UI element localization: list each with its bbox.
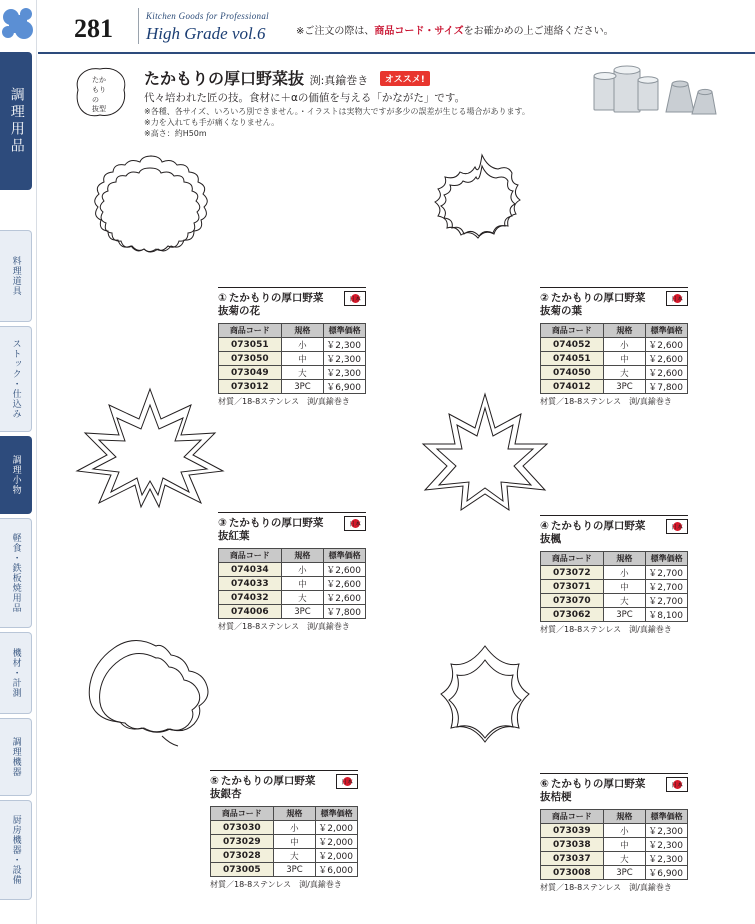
cell-size: 3PC [281, 605, 324, 619]
product-rule [540, 287, 688, 288]
sidebar-item-stock-prep[interactable] [0, 326, 32, 432]
th-price: 標準価格 [324, 549, 366, 563]
cell-price: ￥2,300 [324, 338, 366, 352]
product-shape-chrysanthemum-leaf [390, 150, 570, 290]
cell-price: ￥2,600 [646, 352, 688, 366]
cell-size: 大 [281, 591, 324, 605]
th-size: 規格 [281, 324, 324, 338]
svg-text:の: の [92, 96, 99, 104]
cell-price: ￥2,300 [646, 824, 688, 838]
cell-size: 中 [281, 352, 324, 366]
table-row [219, 563, 366, 577]
page-number: 281 [74, 14, 113, 43]
cell-code: 073071 [541, 580, 604, 594]
product-photo [580, 62, 720, 128]
th-price: 標準価格 [646, 810, 688, 824]
spec-table-2 [540, 323, 688, 394]
table-header-row [219, 549, 366, 563]
cell-price: ￥2,700 [646, 566, 688, 580]
svg-text:もり: もり [92, 86, 106, 94]
cell-code: 073028 [211, 849, 274, 863]
cell-code: 074032 [219, 591, 282, 605]
product-header-2 [540, 290, 688, 320]
sidebar-item-label: 軽食・鉄板焼用品 [10, 533, 21, 613]
made-in-japan-icon: 日本 [666, 777, 688, 792]
intro-title-sub: 渕:真鍮巻き [309, 74, 369, 87]
intro-block [60, 60, 700, 150]
th-price: 標準価格 [324, 324, 366, 338]
product-index-3: ③ [218, 517, 227, 529]
sidebar-item-label: 機材・計測 [10, 648, 21, 698]
cell-code: 074052 [541, 338, 604, 352]
cell-price: ￥6,900 [646, 866, 688, 880]
th-size: 規格 [603, 810, 646, 824]
cell-code: 073072 [541, 566, 604, 580]
product-index-2: ② [540, 292, 549, 304]
order-note: ※ご注文の際は、商品コード・サイズをお確かめの上ご連絡ください。 [296, 26, 614, 37]
table-row [541, 852, 688, 866]
product-info-5 [210, 773, 358, 890]
product-index-4: ④ [540, 520, 549, 532]
cell-price: ￥2,300 [646, 838, 688, 852]
intro-note-2: ※力を入れても手が痛くなりません。 [144, 118, 280, 127]
table-header-row [219, 324, 366, 338]
cell-size: 大 [603, 852, 646, 866]
table-header-row [541, 810, 688, 824]
product-name-3: ③ たかもりの厚口野菜 抜紅葉 [218, 517, 324, 543]
sidebar [0, 0, 38, 924]
th-code: 商品コード [541, 552, 604, 566]
sidebar-item-cooking-machines[interactable] [0, 718, 32, 796]
cell-price: ￥7,800 [646, 380, 688, 394]
product-header-5 [210, 773, 358, 803]
material-note-3: 材質／18-8ステンレス 渕/真鍮巻き [218, 622, 350, 631]
cell-code: 073038 [541, 838, 604, 852]
order-note-strong: 商品コード・サイズ [374, 26, 464, 37]
sidebar-item-cooking-small-goods[interactable] [0, 436, 32, 514]
cell-price: ￥2,700 [646, 594, 688, 608]
recommend-badge: オススメ! [380, 71, 430, 86]
table-row [219, 605, 366, 619]
cell-price: ￥2,000 [316, 821, 358, 835]
cell-price: ￥2,300 [646, 852, 688, 866]
header-rule [38, 52, 755, 54]
material-note-1: 材質／18-8ステンレス 渕/真鍮巻き [218, 397, 350, 406]
cell-size: 小 [603, 566, 646, 580]
cell-size: 3PC [603, 380, 646, 394]
cell-size: 3PC [603, 866, 646, 880]
table-row [219, 591, 366, 605]
intro-title-main: たかもりの厚口野菜抜 [144, 69, 305, 88]
product-shape-chrysanthemum-flower [55, 150, 245, 290]
cell-price: ￥2,300 [324, 352, 366, 366]
table-row [219, 366, 366, 380]
table-row [541, 838, 688, 852]
spec-table-1 [218, 323, 366, 394]
th-price: 標準価格 [646, 324, 688, 338]
table-row [219, 577, 366, 591]
sidebar-item-light-meal-teppan[interactable] [0, 518, 32, 628]
sidebar-main-tab[interactable] [0, 52, 32, 190]
cell-size: 中 [273, 835, 316, 849]
th-price: 標準価格 [316, 807, 358, 821]
cell-code: 074033 [219, 577, 282, 591]
cell-price: ￥7,800 [324, 605, 366, 619]
table-row [219, 352, 366, 366]
cell-price: ￥6,900 [324, 380, 366, 394]
cell-size: 大 [281, 366, 324, 380]
brand-tagline: Kitchen Goods for Professional [146, 11, 269, 21]
cell-size: 大 [603, 366, 646, 380]
material-note-6: 材質／18-8ステンレス 渕/真鍮巻き [540, 883, 672, 892]
cell-price: ￥2,000 [316, 835, 358, 849]
sidebar-main-tab-label: 調理用品 [8, 87, 25, 155]
cell-size: 小 [603, 338, 646, 352]
cell-code: 073070 [541, 594, 604, 608]
product-name-4: ④ たかもりの厚口野菜 抜楓 [540, 520, 646, 546]
brand-title: High Grade vol.6 [146, 24, 266, 43]
product-rule [540, 773, 688, 774]
product-header-1 [218, 290, 366, 320]
header-divider [138, 8, 139, 44]
cell-price: ￥2,300 [324, 366, 366, 380]
cell-size: 中 [281, 577, 324, 591]
cell-code: 074034 [219, 563, 282, 577]
intro-lead: 代々培われた匠の技。食材に＋αの価値を与える「かながた」です。 [144, 92, 466, 104]
sidebar-item-label: 料理道具 [10, 256, 21, 296]
product-header-6 [540, 776, 688, 806]
spec-table-5 [210, 806, 358, 877]
sidebar-divider [36, 0, 37, 924]
material-note-2: 材質／18-8ステンレス 渕/真鍮巻き [540, 397, 672, 406]
product-index-1: ① [218, 292, 227, 304]
cell-code: 073049 [219, 366, 282, 380]
cell-size: 大 [273, 849, 316, 863]
spec-table-6 [540, 809, 688, 880]
table-row [541, 824, 688, 838]
intro-title [144, 66, 430, 89]
product-rule [218, 287, 366, 288]
product-shape-bellflower-kikyo [395, 640, 575, 765]
cell-size: 中 [603, 352, 646, 366]
product-index-5: ⑤ [210, 775, 219, 787]
product-info-4 [540, 518, 688, 635]
th-code: 商品コード [219, 324, 282, 338]
table-row [211, 849, 358, 863]
cell-code: 073051 [219, 338, 282, 352]
table-row [541, 594, 688, 608]
sidebar-item-label: 調理機器 [10, 737, 21, 777]
th-size: 規格 [273, 807, 316, 821]
product-rule [210, 770, 358, 771]
sidebar-item-label: ストック・仕込み [10, 339, 21, 419]
product-rule [218, 512, 366, 513]
material-note-4: 材質／18-8ステンレス 渕/真鍮巻き [540, 625, 672, 634]
product-name-5: ⑤ たかもりの厚口野菜 抜銀杏 [210, 775, 316, 801]
table-row [211, 821, 358, 835]
cell-price: ￥2,600 [646, 366, 688, 380]
cell-size: 3PC [603, 608, 646, 622]
cell-code: 073030 [211, 821, 274, 835]
spec-table-4 [540, 551, 688, 622]
cell-price: ￥2,000 [316, 849, 358, 863]
product-rule [540, 515, 688, 516]
intro-note-1: ※各種、各サイズ、いろいろ別できません。・イラストは実物大ですが多少の誤差が生じる場合があります。 [144, 107, 530, 116]
spec-table-3 [218, 548, 366, 619]
cell-size: 大 [603, 594, 646, 608]
sidebar-item-kitchen-facilities[interactable] [0, 800, 32, 900]
cell-size: 小 [281, 338, 324, 352]
product-header-4 [540, 518, 688, 548]
table-row [219, 338, 366, 352]
page-header [38, 0, 755, 52]
cell-price: ￥2,600 [324, 591, 366, 605]
made-in-japan-icon: 日本 [344, 516, 366, 531]
cell-price: ￥6,000 [316, 863, 358, 877]
material-note-5: 材質／18-8ステンレス 渕/真鍮巻き [210, 880, 342, 889]
cell-price: ￥2,600 [324, 563, 366, 577]
cell-size: 3PC [281, 380, 324, 394]
intro-note-3: ※高さ：約H50m [144, 129, 207, 138]
cell-price: ￥8,100 [646, 608, 688, 622]
table-row [541, 866, 688, 880]
made-in-japan-icon: 日本 [666, 519, 688, 534]
cell-code: 073037 [541, 852, 604, 866]
table-row [541, 566, 688, 580]
cell-code: 073029 [211, 835, 274, 849]
cell-code: 073062 [541, 608, 604, 622]
cell-code: 073039 [541, 824, 604, 838]
sidebar-item-cooking-tools[interactable] [0, 230, 32, 322]
brand-mark-icon [70, 64, 132, 122]
cell-size: 小 [273, 821, 316, 835]
product-name-6: ⑥ たかもりの厚口野菜 抜桔梗 [540, 778, 646, 804]
product-shape-maple-kaede [395, 390, 575, 515]
th-code: 商品コード [541, 810, 604, 824]
cell-code: 073012 [219, 380, 282, 394]
cell-code: 073008 [541, 866, 604, 880]
product-shape-ginkgo [60, 630, 250, 755]
table-header-row [211, 807, 358, 821]
th-size: 規格 [281, 549, 324, 563]
product-index-6: ⑥ [540, 778, 549, 790]
cell-price: ￥2,600 [324, 577, 366, 591]
th-size: 規格 [603, 324, 646, 338]
cell-code: 074012 [541, 380, 604, 394]
cell-code: 074050 [541, 366, 604, 380]
table-row [541, 338, 688, 352]
th-code: 商品コード [541, 324, 604, 338]
made-in-japan-icon: 日本 [344, 291, 366, 306]
cell-size: 小 [281, 563, 324, 577]
table-row [541, 608, 688, 622]
table-header-row [541, 552, 688, 566]
svg-text:抜型: 抜型 [92, 105, 106, 113]
table-row [211, 835, 358, 849]
table-row [211, 863, 358, 877]
cell-size: 小 [603, 824, 646, 838]
made-in-japan-icon: 日本 [336, 774, 358, 789]
th-code: 商品コード [211, 807, 274, 821]
sidebar-item-label: 調理小物 [10, 455, 21, 495]
cell-size: 中 [603, 580, 646, 594]
table-row [541, 366, 688, 380]
sidebar-item-equipment-measure[interactable] [0, 632, 32, 714]
product-info-3 [218, 515, 366, 632]
table-header-row [541, 324, 688, 338]
product-name-2: ② たかもりの厚口野菜 抜菊の葉 [540, 292, 646, 318]
cell-size: 中 [603, 838, 646, 852]
th-price: 標準価格 [646, 552, 688, 566]
th-size: 規格 [603, 552, 646, 566]
product-shape-maple-leaf-momiji [55, 385, 245, 510]
cell-price: ￥2,700 [646, 580, 688, 594]
cell-code: 073005 [211, 863, 274, 877]
product-header-3 [218, 515, 366, 545]
cell-code: 074051 [541, 352, 604, 366]
cell-price: ￥2,600 [646, 338, 688, 352]
corner-logo-icon [0, 0, 38, 52]
cell-size: 3PC [273, 863, 316, 877]
th-code: 商品コード [219, 549, 282, 563]
svg-text:たか: たか [92, 76, 106, 84]
cell-code: 073050 [219, 352, 282, 366]
cell-code: 074006 [219, 605, 282, 619]
made-in-japan-icon: 日本 [666, 291, 688, 306]
table-row [541, 580, 688, 594]
product-info-6 [540, 776, 688, 893]
product-name-1: ① たかもりの厚口野菜 抜菊の花 [218, 292, 324, 318]
sidebar-item-label: 厨房機器・設備 [10, 815, 21, 885]
table-row [541, 352, 688, 366]
